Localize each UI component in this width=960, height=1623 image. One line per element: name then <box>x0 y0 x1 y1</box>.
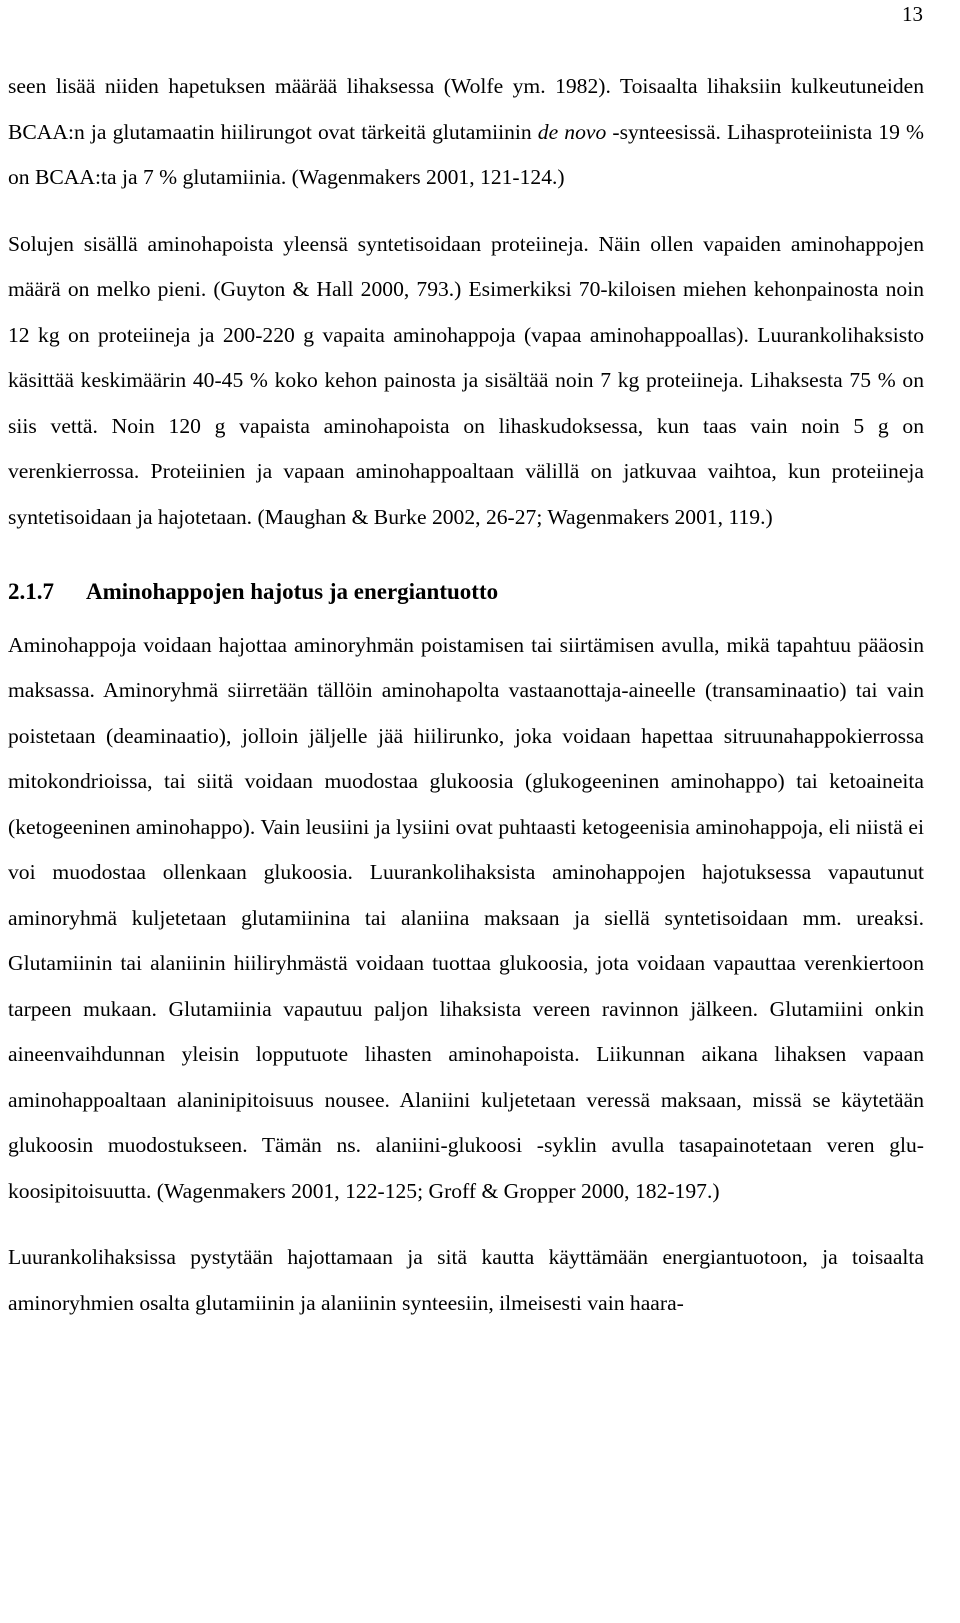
paragraph-1-text-start: seen lisää niiden hapetuksen määrää lihaksessa (Wolfe ym. 1982). Toisaalta lihaksiin kulkeutuneiden BCAA:n ja glutamaatin hiilirungot ovat tärkeitä glutamiinin <box>8 74 924 144</box>
paragraph-2: Solujen sisällä aminohapoista yleensä syntetisoidaan proteiineja. Näin ollen vapaiden aminohappojen määrä on melko pieni. (Guyton & Hall 2000, 793.) Esimerkiksi 70-kiloisen miehen kehonpainosta noin 12 kg on proteiineja ja 200-220 g vapaita aminohappoja (vapaa aminohappoallas). Luurankolihaksisto käsittää keskimäärin 40-45 % koko kehon painosta ja sisältää noin 7 kg proteiineja. Lihaksesta 75 % on siis vettä. Noin 120 g vapaista aminohapoista on lihaskudoksessa, kun taas vain noin 5 g on verenkierrossa. Proteiinien ja vapaan aminohappoaltaan välillä on jatkuvaa vaihtoa, kun proteiineja syntetisoidaan ja hajotetaan. (Maughan & Burke 2002, 26-27; Wagenmakers 2001, 119.) <box>8 231 924 529</box>
section-title: Aminohappojen hajotus ja energiantuotto <box>86 579 499 604</box>
paragraph-4: Luurankolihaksissa pystytään hajottamaan ja sitä kautta käyttämään energiantuotoon, ja toisaalta aminoryhmien osalta glutamiinin ja alaniinin synteesiin, ilmeisesti vain haara- <box>8 1245 924 1315</box>
page-number: 13 <box>902 2 923 26</box>
section-number: 2.1.7 <box>8 579 54 604</box>
section-heading <box>8 569 924 615</box>
paragraph-3: Aminohappoja voidaan hajottaa aminoryhmän poistamisen tai siirtämisen avulla, mikä tapahtuu pääosin maksassa. Aminoryhmä siirretään tällöin aminohapolta vastaanottaja-aineelle (transaminaatio) tai vain poistetaan (deaminaatio), jolloin jäljelle jää hiilirunko, joka voidaan hapettaa sitruunahappokierrossa mitokondrioissa, tai siitä voidaan muodostaa glukoosia (glukogeeninen aminohappo) tai ketoaineita (ketogeeninen aminohappo). Vain leusiini ja lysiini ovat puhtaasti ketogeenisia aminohappoja, eli niistä ei voi muodostaa ollenkaan glukoosia. Luurankolihaksista aminohappojen hajotuksessa vapautunut aminoryhmä kuljetetaan glutamiinina tai alaniina maksaan ja siellä syntetisoidaan mm. ureaksi. Glutamiinin tai alaniinin hiiliryhmästä voidaan tuottaa glukoosia, jota voidaan vapauttaa verenkiertoon tarpeen mukaan. Glutamiinia vapautuu paljon lihaksista vereen ravinnon jälkeen. Glutamiini onkin aineenvaihdunnan yleisin lopputuote lihasten aminohapoista. Liikunnan aikana lihaksen vapaan aminohappoaltaan alaninipitoisuus nousee. Alaniini kuljetetaan veressä maksaan, missä se käytetään glukoosin muodostukseen. Tämän ns. alaniini-glukoosi -syklin avulla tasapainotetaan veren glukoosipitoisuutta. (Wagenmakers 2001, 122-125; Groff & Gropper 2000, 182-197.) <box>8 632 924 1203</box>
paragraph-1-text-end: -synteesissä. Lihasproteiinista 19 % on BCAA:ta ja 7 % glutamiinia. (Wagenmakers 2001, 121-124.) <box>8 119 924 189</box>
de-novo-italic: de novo <box>537 119 607 144</box>
paragraph-1 <box>8 64 924 201</box>
page-body <box>8 64 924 1326</box>
